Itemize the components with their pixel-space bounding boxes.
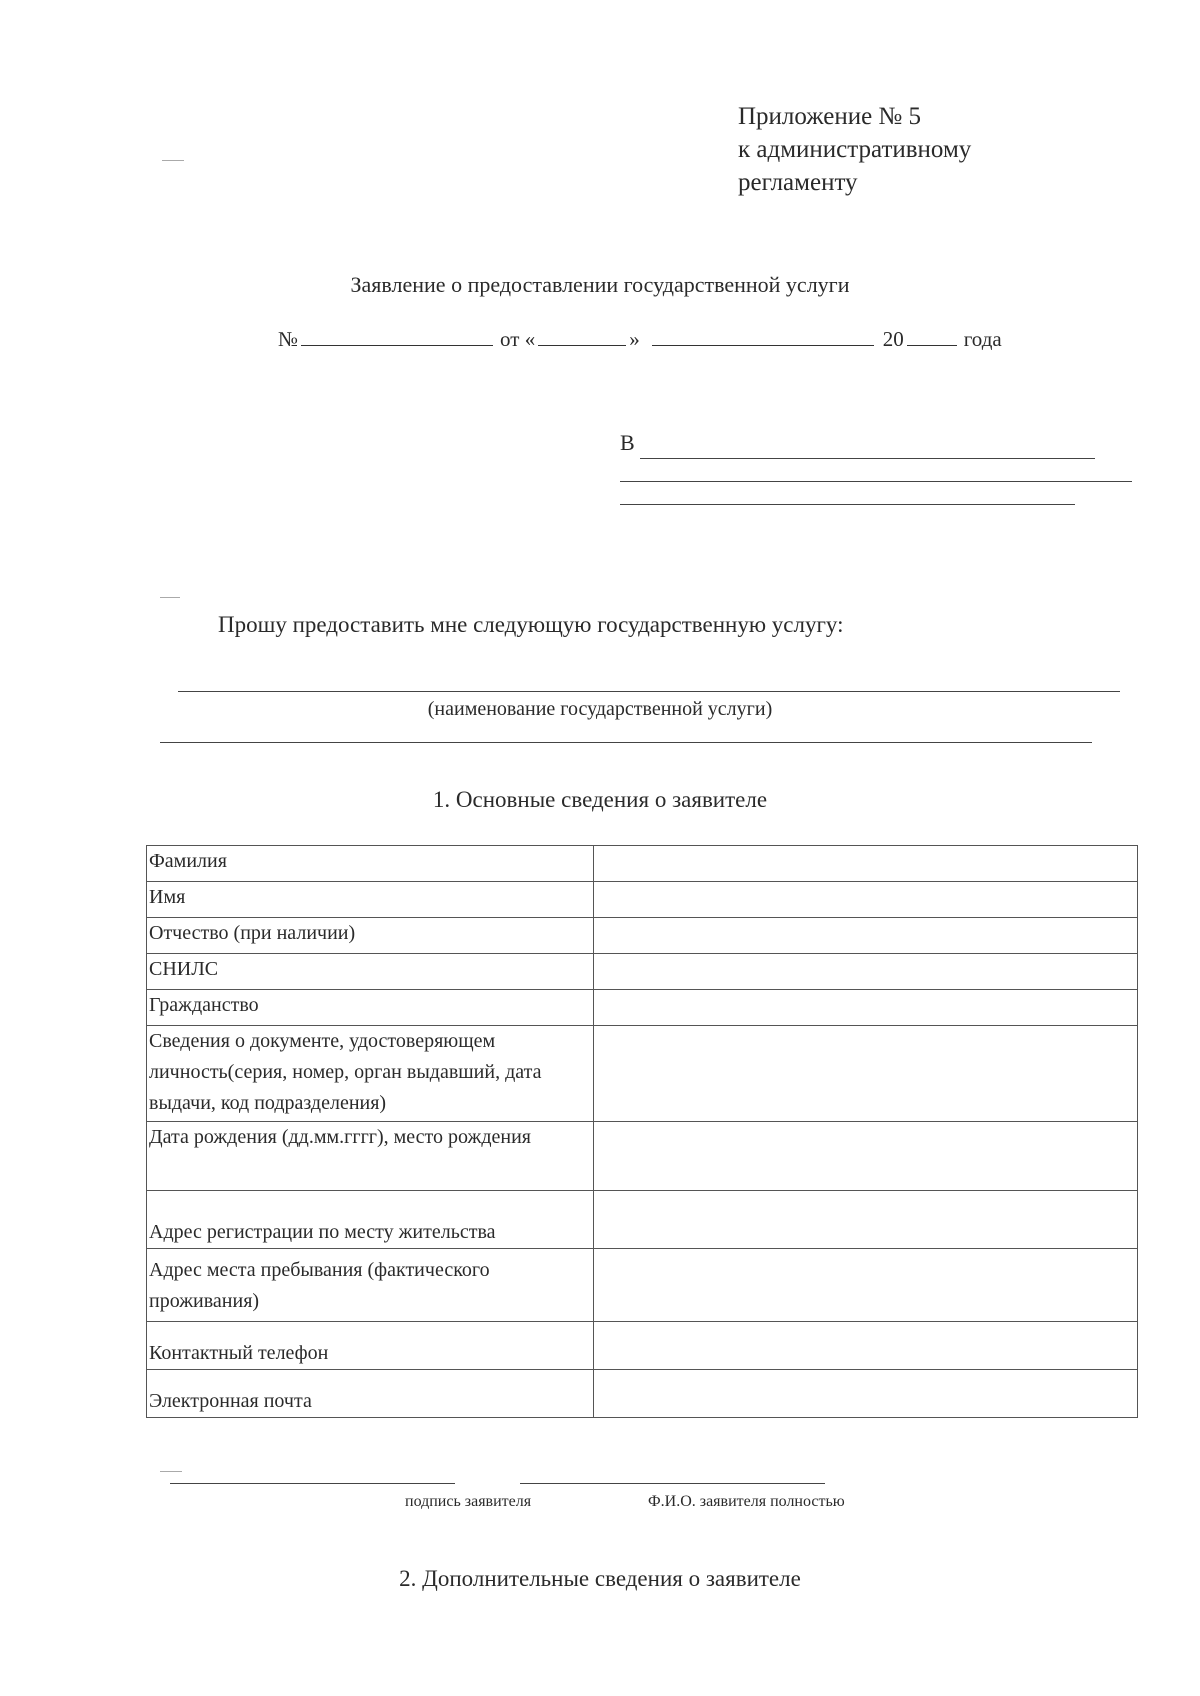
row-value-citizenship[interactable] [594, 990, 1138, 1026]
table-row [147, 1026, 1138, 1122]
applicant-info-table [146, 845, 1138, 1418]
table-row [147, 1370, 1138, 1418]
row-label-snils: СНИЛС [147, 954, 594, 990]
row-value-registration-address[interactable] [594, 1191, 1138, 1249]
request-text: Прошу предоставить мне следующую государственную услугу: [218, 612, 844, 637]
year-suffix: года [963, 327, 1002, 351]
row-label-email: Электронная почта [147, 1370, 594, 1418]
scan-mark [160, 1471, 182, 1472]
row-value-snils[interactable] [594, 954, 1138, 990]
row-value-patronymic[interactable] [594, 918, 1138, 954]
number-field[interactable] [301, 327, 493, 346]
full-name-field[interactable] [520, 1483, 825, 1484]
section-1-title: 1. Основные сведения о заявителе [432, 787, 768, 812]
row-value-first-name[interactable] [594, 882, 1138, 918]
recipient-field-line-1[interactable] [640, 458, 1095, 459]
row-label-citizenship: Гражданство [147, 990, 594, 1026]
scan-mark [160, 597, 180, 598]
signature-label: подпись заявителя [405, 1493, 532, 1510]
row-value-phone[interactable] [594, 1322, 1138, 1370]
table-row [147, 1322, 1138, 1370]
scan-mark [162, 160, 184, 161]
row-value-residence-address[interactable] [594, 1249, 1138, 1322]
annex-line-2: к административному [738, 136, 972, 163]
number-date-line [278, 327, 1002, 352]
table-row [147, 918, 1138, 954]
row-value-surname[interactable] [594, 846, 1138, 882]
table-row [147, 954, 1138, 990]
signature-field[interactable] [170, 1483, 455, 1484]
annex-header [738, 100, 971, 199]
year-field[interactable] [907, 327, 957, 346]
section-2-title: 2. Дополнительные сведения о заявителе [399, 1566, 801, 1591]
full-name-label: Ф.И.О. заявителя полностью [648, 1493, 845, 1510]
day-field[interactable] [538, 327, 626, 346]
annex-line-1: Приложение № 5 [738, 103, 922, 130]
close-quote: » [629, 327, 640, 351]
year-prefix: 20 [882, 327, 904, 351]
row-value-birth-date-place[interactable] [594, 1122, 1138, 1191]
row-label-phone: Контактный телефон [147, 1322, 594, 1370]
service-name-field-line-2[interactable] [160, 742, 1092, 743]
row-label-patronymic: Отчество (при наличии) [147, 918, 594, 954]
row-label-birth-date-place: Дата рождения (дд.мм.гггг), место рождения [147, 1122, 594, 1191]
row-label-identity-document: Сведения о документе, удостоверяющем личность(серия, номер, орган выдавший, дата выдачи, код подразделения) [147, 1026, 594, 1122]
date-from-label: от « [500, 327, 536, 351]
table-row [147, 1191, 1138, 1249]
document-title: Заявление о предоставлении государственной услуги [350, 272, 850, 297]
table-row [147, 846, 1138, 882]
row-label-surname: Фамилия [147, 846, 594, 882]
table-row [147, 882, 1138, 918]
recipient-field-line-2[interactable] [620, 481, 1132, 482]
row-label-registration-address: Адрес регистрации по месту жительства [147, 1191, 594, 1249]
row-value-email[interactable] [594, 1370, 1138, 1418]
service-name-field[interactable] [178, 691, 1120, 692]
table-row [147, 990, 1138, 1026]
recipient-prefix: В [620, 430, 635, 455]
month-field[interactable] [652, 327, 874, 346]
table-row [147, 1122, 1138, 1191]
row-value-identity-document[interactable] [594, 1026, 1138, 1122]
number-sign: № [278, 327, 299, 351]
row-label-residence-address: Адрес места пребывания (фактического проживания) [147, 1249, 594, 1322]
row-label-first-name: Имя [147, 882, 594, 918]
service-name-caption: (наименование государственной услуги) [427, 698, 773, 720]
table-row [147, 1249, 1138, 1322]
annex-line-3: регламенту [738, 169, 858, 196]
recipient-field-line-3[interactable] [620, 504, 1075, 505]
